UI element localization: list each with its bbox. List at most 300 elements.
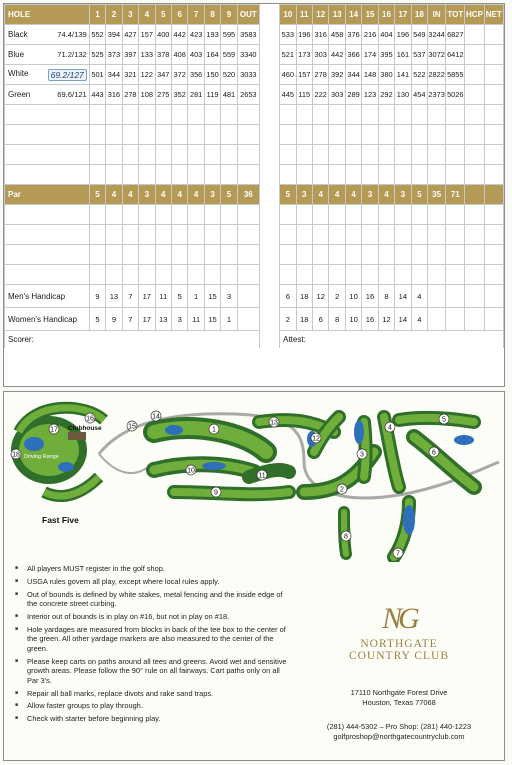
rule-item: ■ Interior out of bounds is in play on #16, but not in play on #18. [13, 612, 289, 622]
empty-cell[interactable] [312, 225, 328, 245]
empty-cell[interactable] [188, 125, 204, 145]
empty-cell[interactable] [465, 25, 484, 45]
attest-field[interactable]: Attest: [280, 331, 504, 348]
driving-range-label: Driving Range [24, 454, 59, 460]
empty-cell[interactable] [345, 225, 361, 245]
empty-cell[interactable] [204, 265, 220, 285]
empty-cell[interactable] [280, 245, 296, 265]
empty-cell[interactable] [411, 205, 427, 225]
empty-cell[interactable] [446, 265, 465, 285]
empty-cell[interactable] [139, 105, 155, 125]
empty-cell[interactable] [139, 205, 155, 225]
empty-cell[interactable] [139, 165, 155, 185]
empty-cell[interactable] [362, 205, 378, 225]
empty-cell[interactable] [362, 265, 378, 285]
empty-cell[interactable] [237, 205, 259, 225]
par-hcp [465, 185, 484, 205]
empty-cell[interactable] [280, 125, 296, 145]
hole-number: 11 [258, 472, 266, 480]
hole-number: 7 [396, 550, 400, 558]
yardage-cell: 549 [411, 25, 427, 45]
empty-cell[interactable] [362, 165, 378, 185]
empty-cell[interactable] [312, 125, 328, 145]
empty-cell[interactable] [188, 205, 204, 225]
player-row [5, 165, 504, 185]
empty-cell[interactable] [428, 105, 446, 125]
empty-cell[interactable] [122, 205, 138, 225]
empty-cell[interactable] [378, 205, 394, 225]
tee-rating: 69.6/121 [57, 90, 87, 99]
handicap-cell: 4 [411, 308, 427, 331]
empty-cell[interactable] [484, 165, 503, 185]
empty-cell[interactable] [89, 125, 105, 145]
tee-rating-wrap [57, 30, 89, 39]
tee-rating: 69.2/127 [48, 69, 87, 81]
empty-cell[interactable] [171, 125, 187, 145]
empty-cell[interactable] [171, 105, 187, 125]
empty-cell[interactable] [411, 145, 427, 165]
yardage-cell: 173 [296, 45, 312, 65]
handicap-cell: 6 [312, 308, 328, 331]
empty-cell[interactable] [106, 165, 122, 185]
empty-cell[interactable] [345, 165, 361, 185]
empty-cell[interactable] [280, 205, 296, 225]
yardage-cell: 595 [221, 25, 237, 45]
empty-cell[interactable] [296, 205, 312, 225]
empty-cell[interactable] [312, 165, 328, 185]
empty-cell[interactable] [122, 145, 138, 165]
empty-cell[interactable] [378, 125, 394, 145]
empty-cell[interactable] [329, 205, 345, 225]
empty-cell[interactable] [171, 225, 187, 245]
yardage-cell: 376 [345, 25, 361, 45]
empty-cell[interactable] [171, 165, 187, 185]
empty-cell[interactable] [89, 145, 105, 165]
empty-cell[interactable] [5, 225, 90, 245]
rule-item: ■ Check with starter before beginning play. [13, 714, 289, 724]
empty-cell[interactable] [411, 165, 427, 185]
empty-cell[interactable] [345, 205, 361, 225]
hole-number: 16 [86, 415, 94, 423]
empty-cell[interactable] [484, 85, 503, 105]
empty-cell[interactable] [89, 225, 105, 245]
empty-cell[interactable] [465, 65, 484, 85]
empty-cell[interactable] [428, 225, 446, 245]
empty-cell[interactable] [329, 165, 345, 185]
empty-cell[interactable] [411, 245, 427, 265]
empty-cell[interactable] [446, 145, 465, 165]
gap-cell [259, 25, 279, 45]
empty-cell[interactable] [5, 205, 90, 225]
empty-cell[interactable] [484, 145, 503, 165]
yardage-tot: 6827 [446, 25, 465, 45]
par-row [5, 185, 504, 205]
header-hole-9: 9 [221, 5, 237, 25]
empty-cell[interactable] [139, 245, 155, 265]
yardage-cell: 408 [171, 45, 187, 65]
tee-label [5, 65, 90, 85]
yardage-cell: 442 [329, 45, 345, 65]
empty-cell[interactable] [237, 145, 259, 165]
empty-cell[interactable] [106, 205, 122, 225]
empty-cell[interactable] [465, 85, 484, 105]
club-logo [304, 602, 494, 662]
empty-cell[interactable] [312, 265, 328, 285]
club-contact [300, 722, 498, 742]
hole-number: 5 [442, 416, 446, 424]
empty-cell[interactable] [484, 265, 503, 285]
empty-cell[interactable] [345, 265, 361, 285]
scorecard-table [4, 4, 504, 348]
hole-number: 18 [12, 451, 20, 459]
empty-cell[interactable] [89, 265, 105, 285]
empty-cell[interactable] [465, 105, 484, 125]
yardage-cell: 303 [329, 85, 345, 105]
email-link[interactable]: golfproshop@northgatecountryclub.com [333, 732, 465, 741]
empty-cell[interactable] [188, 245, 204, 265]
yardage-cell: 380 [378, 65, 394, 85]
handicap-net [484, 308, 503, 331]
empty-cell[interactable] [155, 245, 171, 265]
empty-cell[interactable] [428, 125, 446, 145]
empty-cell[interactable] [465, 125, 484, 145]
empty-cell[interactable] [312, 105, 328, 125]
empty-cell[interactable] [280, 145, 296, 165]
gap-cell [259, 225, 279, 245]
empty-cell[interactable] [204, 225, 220, 245]
empty-cell[interactable] [221, 145, 237, 165]
empty-cell[interactable] [237, 245, 259, 265]
tee-label [5, 45, 90, 65]
empty-cell[interactable] [411, 265, 427, 285]
tee-rating-wrap [48, 69, 89, 81]
empty-cell[interactable] [446, 105, 465, 125]
empty-cell[interactable] [237, 165, 259, 185]
empty-cell[interactable] [188, 145, 204, 165]
empty-cell[interactable] [446, 205, 465, 225]
empty-cell[interactable] [5, 125, 90, 145]
empty-cell[interactable] [204, 245, 220, 265]
empty-cell[interactable] [362, 245, 378, 265]
empty-cell[interactable] [465, 45, 484, 65]
hole-marker-8 [341, 531, 351, 541]
hole-number: 2 [340, 486, 344, 494]
empty-cell[interactable] [89, 165, 105, 185]
hole-marker-2 [337, 484, 347, 494]
empty-cell[interactable] [155, 205, 171, 225]
yardage-cell: 352 [171, 85, 187, 105]
handicap-cell: 4 [411, 285, 427, 308]
empty-cell[interactable] [296, 125, 312, 145]
rule-item: ■ Out of bounds is defined by white stakes, metal fencing and the inside edge of the concrete street curbing. [13, 590, 289, 609]
empty-cell[interactable] [188, 225, 204, 245]
empty-cell[interactable] [237, 105, 259, 125]
yardage-cell: 289 [345, 85, 361, 105]
header-hole-13: 13 [329, 5, 345, 25]
empty-cell[interactable] [362, 125, 378, 145]
empty-cell[interactable] [378, 145, 394, 165]
empty-cell[interactable] [106, 105, 122, 125]
empty-cell[interactable] [446, 125, 465, 145]
empty-cell[interactable] [484, 25, 503, 45]
empty-cell[interactable] [106, 125, 122, 145]
empty-cell[interactable] [428, 145, 446, 165]
empty-cell[interactable] [5, 245, 90, 265]
empty-cell[interactable] [188, 105, 204, 125]
empty-cell[interactable] [204, 145, 220, 165]
empty-cell[interactable] [5, 145, 90, 165]
empty-cell[interactable] [484, 105, 503, 125]
empty-cell[interactable] [395, 105, 411, 125]
empty-cell[interactable] [155, 265, 171, 285]
yardage-cell: 150 [204, 65, 220, 85]
empty-cell[interactable] [221, 125, 237, 145]
header-hcp: HCP [465, 5, 484, 25]
scorer-field[interactable]: Scorer: [5, 331, 260, 348]
empty-cell[interactable] [395, 145, 411, 165]
empty-cell[interactable] [122, 125, 138, 145]
empty-cell[interactable] [345, 245, 361, 265]
empty-cell[interactable] [106, 265, 122, 285]
empty-cell[interactable] [155, 105, 171, 125]
par-tot: 71 [446, 185, 465, 205]
empty-cell[interactable] [5, 105, 90, 125]
empty-cell[interactable] [5, 265, 90, 285]
empty-cell[interactable] [139, 265, 155, 285]
header-tot: TOT [446, 5, 465, 25]
yardage-cell: 303 [312, 45, 328, 65]
empty-cell[interactable] [296, 265, 312, 285]
empty-cell[interactable] [395, 165, 411, 185]
handicap-cell: 1 [188, 285, 204, 308]
empty-cell[interactable] [89, 205, 105, 225]
gap-cell [259, 265, 279, 285]
empty-cell[interactable] [280, 265, 296, 285]
empty-cell[interactable] [188, 265, 204, 285]
empty-cell[interactable] [296, 165, 312, 185]
hole-marker-16 [85, 413, 95, 423]
empty-cell[interactable] [329, 265, 345, 285]
empty-cell[interactable] [411, 225, 427, 245]
empty-cell[interactable] [395, 205, 411, 225]
empty-cell[interactable] [465, 205, 484, 225]
gap-cell [259, 165, 279, 185]
empty-cell[interactable] [122, 105, 138, 125]
empty-cell[interactable] [296, 245, 312, 265]
empty-cell[interactable] [345, 145, 361, 165]
empty-cell[interactable] [155, 125, 171, 145]
signature-row [5, 331, 504, 348]
empty-cell[interactable] [106, 245, 122, 265]
empty-cell[interactable] [155, 165, 171, 185]
empty-cell[interactable] [171, 205, 187, 225]
yardage-cell: 525 [89, 45, 105, 65]
empty-cell[interactable] [345, 125, 361, 145]
empty-cell[interactable] [378, 225, 394, 245]
hole-marker-11 [257, 470, 267, 480]
empty-cell[interactable] [280, 225, 296, 245]
empty-cell[interactable] [395, 125, 411, 145]
empty-cell[interactable] [221, 245, 237, 265]
empty-cell[interactable] [465, 265, 484, 285]
handicap-cell: 8 [378, 285, 394, 308]
empty-cell[interactable] [378, 245, 394, 265]
empty-cell[interactable] [221, 105, 237, 125]
yardage-cell: 119 [204, 85, 220, 105]
header-hole-7: 7 [188, 5, 204, 25]
yardage-cell: 164 [204, 45, 220, 65]
empty-cell[interactable] [329, 245, 345, 265]
empty-cell[interactable] [139, 125, 155, 145]
handicap-cell: 3 [221, 285, 237, 308]
empty-cell[interactable] [204, 205, 220, 225]
yardage-cell: 378 [155, 45, 171, 65]
empty-cell[interactable] [329, 105, 345, 125]
empty-cell[interactable] [465, 245, 484, 265]
empty-cell[interactable] [221, 205, 237, 225]
empty-cell[interactable] [204, 125, 220, 145]
empty-cell[interactable] [237, 225, 259, 245]
empty-cell[interactable] [122, 165, 138, 185]
player-row [5, 245, 504, 265]
empty-cell[interactable] [428, 165, 446, 185]
empty-cell[interactable] [5, 165, 90, 185]
hole-marker-7 [393, 548, 403, 558]
empty-cell[interactable] [237, 265, 259, 285]
hole-marker-6 [429, 447, 439, 457]
yardage-cell: 196 [395, 25, 411, 45]
empty-cell[interactable] [446, 165, 465, 185]
handicap-cell: 5 [171, 285, 187, 308]
empty-cell[interactable] [312, 245, 328, 265]
empty-cell[interactable] [221, 225, 237, 245]
empty-cell[interactable] [395, 225, 411, 245]
empty-cell[interactable] [395, 265, 411, 285]
hole-marker-13 [269, 417, 279, 427]
yardage-in: 2822 [428, 65, 446, 85]
empty-cell[interactable] [446, 225, 465, 245]
yardage-in: 3244 [428, 25, 446, 45]
phone-line: (281) 444-5302 – Pro Shop: (281) 440-1223 [326, 722, 472, 731]
empty-cell[interactable] [171, 245, 187, 265]
yardage-cell: 130 [395, 85, 411, 105]
empty-cell[interactable] [428, 245, 446, 265]
empty-cell[interactable] [362, 145, 378, 165]
yardage-cell: 133 [139, 45, 155, 65]
hole-number: 1 [212, 426, 216, 434]
hole-number: 13 [270, 419, 278, 427]
gap-cell [259, 205, 279, 225]
empty-cell[interactable] [280, 165, 296, 185]
empty-cell[interactable] [484, 245, 503, 265]
hole-marker-18 [11, 449, 21, 459]
empty-cell[interactable] [465, 165, 484, 185]
tee-name: Green [8, 90, 31, 99]
par-cell: 4 [122, 185, 138, 205]
empty-cell[interactable] [296, 145, 312, 165]
handicap-out [237, 308, 259, 331]
empty-cell[interactable] [484, 225, 503, 245]
empty-cell[interactable] [378, 165, 394, 185]
empty-cell[interactable] [345, 105, 361, 125]
empty-cell[interactable] [484, 65, 503, 85]
empty-cell[interactable] [122, 265, 138, 285]
yardage-cell: 443 [89, 85, 105, 105]
empty-cell[interactable] [428, 205, 446, 225]
empty-cell[interactable] [204, 165, 220, 185]
empty-cell[interactable] [329, 125, 345, 145]
empty-cell[interactable] [484, 205, 503, 225]
handicap-cell: 2 [280, 308, 296, 331]
empty-cell[interactable] [411, 105, 427, 125]
par-cell: 3 [296, 185, 312, 205]
empty-cell[interactable] [465, 145, 484, 165]
empty-cell[interactable] [89, 245, 105, 265]
empty-cell[interactable] [237, 125, 259, 145]
empty-cell[interactable] [446, 245, 465, 265]
empty-cell[interactable] [296, 105, 312, 125]
empty-cell[interactable] [221, 165, 237, 185]
empty-cell[interactable] [312, 145, 328, 165]
empty-cell[interactable] [155, 145, 171, 165]
empty-cell[interactable] [428, 265, 446, 285]
empty-cell[interactable] [395, 245, 411, 265]
yardage-in: 2373 [428, 85, 446, 105]
handicap-cell: 18 [296, 308, 312, 331]
empty-cell[interactable] [484, 45, 503, 65]
empty-cell[interactable] [329, 145, 345, 165]
empty-cell[interactable] [296, 225, 312, 245]
empty-cell[interactable] [329, 225, 345, 245]
yardage-cell: 394 [106, 25, 122, 45]
yardage-out: 3340 [237, 45, 259, 65]
yardage-cell: 395 [378, 45, 394, 65]
empty-cell[interactable] [171, 265, 187, 285]
empty-cell[interactable] [312, 205, 328, 225]
empty-cell[interactable] [106, 225, 122, 245]
par-in: 35 [428, 185, 446, 205]
empty-cell[interactable] [362, 225, 378, 245]
yardage-cell: 141 [395, 65, 411, 85]
empty-cell[interactable] [122, 225, 138, 245]
empty-cell[interactable] [280, 105, 296, 125]
empty-cell[interactable] [139, 225, 155, 245]
empty-cell[interactable] [204, 105, 220, 125]
empty-cell[interactable] [362, 105, 378, 125]
yardage-cell: 423 [188, 25, 204, 45]
empty-cell[interactable] [484, 125, 503, 145]
empty-cell[interactable] [155, 225, 171, 245]
header-hole-18: 18 [411, 5, 427, 25]
empty-cell[interactable] [221, 265, 237, 285]
empty-cell[interactable] [171, 145, 187, 165]
empty-cell[interactable] [106, 145, 122, 165]
empty-cell[interactable] [122, 245, 138, 265]
empty-cell[interactable] [378, 265, 394, 285]
player-row [5, 265, 504, 285]
player-row [5, 105, 504, 125]
empty-cell[interactable] [89, 105, 105, 125]
hole-marker-4 [385, 422, 395, 432]
empty-cell[interactable] [378, 105, 394, 125]
gap-cell [259, 285, 279, 308]
rule-item: ■ USGA rules govern all play, except where local rules apply. [13, 577, 289, 587]
empty-cell[interactable] [465, 225, 484, 245]
empty-cell[interactable] [188, 165, 204, 185]
yardage-cell: 397 [122, 45, 138, 65]
empty-cell[interactable] [139, 145, 155, 165]
empty-cell[interactable] [411, 125, 427, 145]
